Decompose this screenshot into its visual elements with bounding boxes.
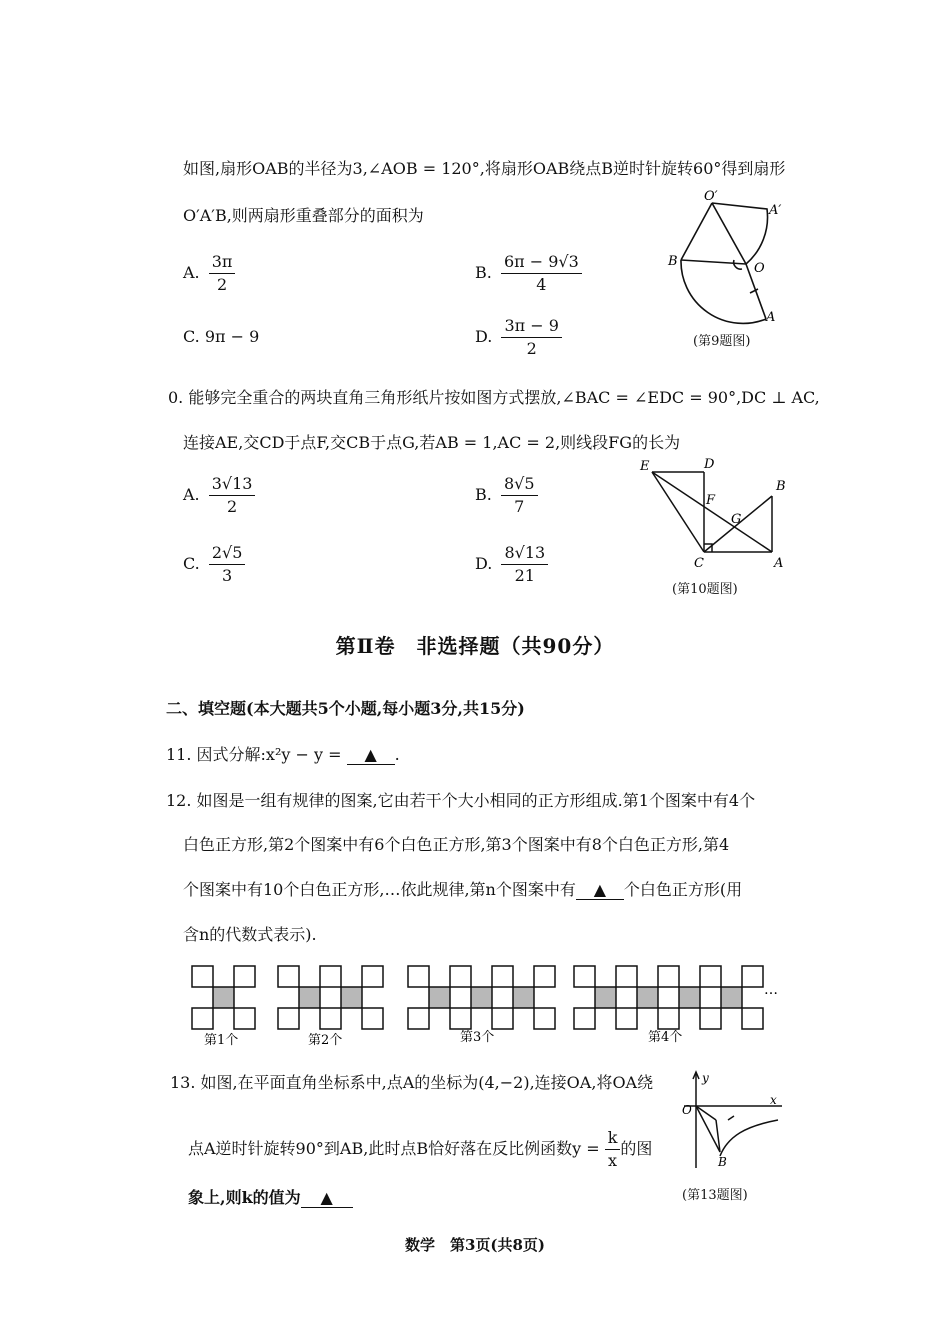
q12-white-square: [700, 1008, 721, 1029]
q12-white-square: [574, 1008, 595, 1029]
q12-shaded-square: [595, 987, 616, 1008]
q9-figure: [660, 188, 800, 330]
q12-answer-blank[interactable]: ▲: [576, 880, 624, 900]
q11-line: [166, 742, 400, 765]
q12-shaded-square: [299, 987, 320, 1008]
q12-white-square: [234, 966, 255, 987]
q12-white-square: [492, 966, 513, 987]
q12-white-square: [574, 966, 595, 987]
option-label: A.: [183, 485, 200, 504]
q12-white-square: [450, 966, 471, 987]
q12-label-2: 第2个: [308, 1033, 343, 1048]
q9-option-d[interactable]: [475, 316, 562, 359]
q9-label-b: B: [668, 254, 678, 269]
q13-func-numerator: k: [605, 1128, 621, 1150]
q12-line3: [183, 877, 742, 900]
q10-label-a: A: [774, 556, 784, 571]
q9-segment-o-prime-o: [712, 203, 746, 264]
q10-figure: [636, 452, 796, 574]
q12-white-square: [408, 966, 429, 987]
q13-label-x: x: [770, 1093, 777, 1107]
q13-hyperbola: [720, 1120, 778, 1156]
q12-ellipsis: …: [764, 982, 778, 998]
q9-angle-mark: [734, 260, 742, 269]
q13-label-y: y: [702, 1071, 709, 1085]
q13-line2: [188, 1128, 652, 1171]
q9-line2: O′A′B,则两扇形重叠部分的面积为: [183, 206, 424, 225]
q12-line4: 含n的代数式表示).: [183, 925, 317, 944]
q12-shaded-square: [721, 987, 742, 1008]
option-denominator: 2: [227, 497, 238, 516]
q12-label-3: 第3个: [460, 1030, 495, 1045]
q13-figure: [676, 1068, 786, 1178]
q10-line1: 0. 能够完全重合的两块直角三角形纸片按如图方式摆放,∠BAC = ∠EDC = 90°,DC ⊥ AC,: [168, 388, 820, 407]
q10-label-c: C: [694, 556, 704, 571]
q13-func-denominator: x: [608, 1151, 618, 1170]
option-numerator: 3π − 9: [501, 316, 561, 338]
q10-label-d: D: [704, 457, 715, 472]
option-label: C.: [183, 554, 200, 573]
q12-white-square: [362, 966, 383, 987]
q12-white-square: [408, 1008, 429, 1029]
q11-prefix: 11. 因式分解:x²y − y =: [166, 745, 347, 764]
q13-line1: 13. 如图,在平面直角坐标系中,点A的坐标为(4,−2),连接OA,将OA绕: [170, 1073, 654, 1092]
q12-white-square: [534, 966, 555, 987]
q13-caption: (第13题图): [682, 1188, 748, 1203]
q12-white-square: [658, 1008, 679, 1029]
q13-label-o: O: [682, 1103, 692, 1117]
q9-label-o: O: [754, 261, 765, 276]
q9-arc-upper: [712, 203, 768, 264]
q13-tick: [728, 1116, 734, 1120]
q10-option-d[interactable]: [475, 543, 548, 586]
q12-shaded-square: [471, 987, 492, 1008]
q11-answer-blank[interactable]: ▲: [347, 745, 395, 765]
option-denominator: 2: [216, 275, 228, 294]
q10-option-a[interactable]: [183, 474, 255, 517]
q10-caption: (第10题图): [672, 582, 738, 597]
q12-white-square: [616, 966, 637, 987]
q10-option-b[interactable]: [475, 474, 538, 517]
q13-line2-suffix: 的图: [620, 1139, 653, 1158]
q12-label-1: 第1个: [204, 1033, 239, 1048]
q13-line2-prefix: 点A逆时针旋转90°到AB,此时点B恰好落在反比例函数y =: [188, 1139, 605, 1158]
q12-white-square: [492, 1008, 513, 1029]
q12-line3-prefix: 个图案中有10个白色正方形,…依此规律,第n个图案中有: [183, 880, 576, 899]
q12-shaded-square: [213, 987, 234, 1008]
option-numerator: 8√5: [501, 474, 538, 496]
q12-line1: 12. 如图是一组有规律的图案,它由若干个大小相同的正方形组成.第1个图案中有4个: [166, 791, 756, 810]
q12-white-square: [742, 966, 763, 987]
option-numerator: 3√13: [209, 474, 256, 496]
q9-label-a: A: [766, 310, 776, 325]
q12-white-square: [616, 1008, 637, 1029]
q12-shaded-square: [429, 987, 450, 1008]
q9-option-b[interactable]: [475, 252, 582, 295]
section-title: 第Ⅱ卷 非选择题（共90分）: [335, 634, 615, 658]
q10-segment-ea: [652, 472, 772, 552]
q10-label-b: B: [776, 479, 786, 494]
q13-line3: [188, 1185, 353, 1208]
q12-white-square: [450, 1008, 471, 1029]
q13-line3-prefix: 象上,则k的值为: [188, 1188, 301, 1207]
q12-label-4: 第4个: [648, 1030, 683, 1045]
option-denominator: 7: [514, 497, 525, 516]
q10-label-g: G: [731, 512, 742, 527]
q9-option-a[interactable]: [183, 252, 235, 295]
q13-answer-blank[interactable]: ▲: [301, 1188, 353, 1208]
q12-white-square: [320, 966, 341, 987]
q9-caption: (第9题图): [693, 334, 751, 349]
q12-white-square: [192, 966, 213, 987]
option-denominator: 21: [514, 566, 535, 585]
q12-shaded-square: [679, 987, 700, 1008]
option-denominator: 4: [536, 275, 547, 294]
q9-segment-bo: [681, 260, 746, 264]
q10-option-c[interactable]: [183, 543, 245, 586]
q11-suffix: .: [394, 745, 400, 764]
option-label: A.: [183, 263, 200, 282]
q10-label-e: E: [640, 459, 650, 474]
option-label: D.: [475, 327, 493, 346]
option-numerator: 3π: [209, 252, 236, 274]
q9-label-o-prime: O′: [704, 189, 718, 204]
q12-line3-suffix: 个白色正方形(用: [623, 880, 743, 899]
q10-segment-ec: [652, 472, 704, 552]
option-numerator: 6π − 9√3: [501, 252, 582, 274]
q12-shaded-square: [341, 987, 362, 1008]
q12-figure: [180, 958, 790, 1058]
q12-white-square: [362, 1008, 383, 1029]
q12-white-square: [534, 1008, 555, 1029]
page-footer: 数学 第3页(共8页): [404, 1236, 546, 1254]
q9-label-a-prime: A′: [769, 203, 782, 218]
section-heading: 二、填空题(本大题共5个小题,每小题3分,共15分): [166, 699, 525, 718]
q9-line1: 如图,扇形OAB的半径为3,∠AOB = 120°,将扇形OAB绕点B逆时针旋转60°得到扇形: [183, 159, 786, 178]
q12-shaded-square: [513, 987, 534, 1008]
q12-white-square: [234, 1008, 255, 1029]
q10-label-f: F: [706, 493, 716, 508]
option-numerator: 2√5: [209, 543, 246, 565]
q12-white-square: [192, 1008, 213, 1029]
q10-line2: 连接AE,交CD于点F,交CB于点G,若AB = 1,AC = 2,则线段FG的长为: [183, 433, 681, 452]
q9-option-c[interactable]: C. 9π − 9: [183, 327, 260, 346]
option-label: B.: [475, 485, 492, 504]
q12-white-square: [742, 1008, 763, 1029]
q12-white-square: [278, 966, 299, 987]
q12-white-square: [278, 1008, 299, 1029]
q13-label-b: B: [718, 1155, 727, 1169]
q9-segment-bo-prime: [681, 203, 712, 260]
option-denominator: 2: [526, 339, 537, 358]
q12-line2: 白色正方形,第2个图案中有6个白色正方形,第3个图案中有8个白色正方形,第4: [183, 835, 730, 854]
q12-shaded-square: [637, 987, 658, 1008]
option-label: D.: [475, 554, 493, 573]
option-denominator: 3: [222, 566, 233, 585]
option-numerator: 8√13: [501, 543, 548, 565]
q12-white-square: [320, 1008, 341, 1029]
option-label: B.: [475, 263, 492, 282]
q12-white-square: [658, 966, 679, 987]
q12-white-square: [700, 966, 721, 987]
